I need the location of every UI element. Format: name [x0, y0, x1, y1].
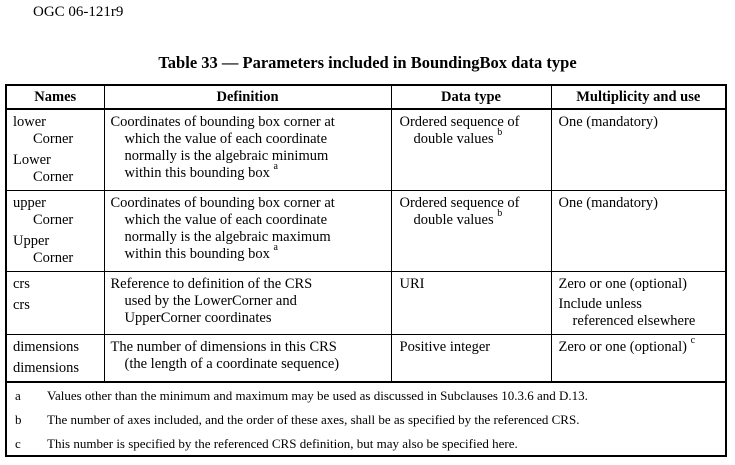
definition-text: normally is the algebraic minimum: [124, 148, 329, 164]
names-cell: [6, 109, 104, 191]
definition-text: Coordinates of bounding box corner at: [110, 114, 335, 130]
data-type-cell: [391, 191, 551, 272]
definition-text: (the length of a coordinate sequence): [124, 356, 340, 372]
multiplicity-cell: [551, 335, 726, 383]
footnote-row: [6, 382, 726, 407]
multiplicity-text: referenced elsewhere: [572, 313, 696, 329]
multiplicity-text: One (mandatory): [558, 114, 658, 130]
multiplicity-text: Zero or one (optional): [558, 276, 687, 292]
footnote-ref: a: [273, 161, 278, 173]
data-type-text: Ordered sequence of: [399, 195, 520, 211]
name-text: Corner: [33, 212, 74, 228]
table-row: [6, 109, 726, 191]
name-text: Corner: [33, 169, 74, 185]
definition-text: Coordinates of bounding box corner at: [110, 195, 335, 211]
name-text: lower: [13, 114, 47, 130]
definition-cell: [104, 109, 391, 191]
definition-text: normally is the algebraic maximum: [124, 229, 331, 245]
document-id: OGC 06-121r9: [33, 4, 124, 20]
data-type-cell: [391, 335, 551, 383]
footnote-mark: b: [15, 411, 22, 427]
data-type-cell: [391, 272, 551, 335]
footnote-ref: b: [497, 208, 503, 220]
definition-cell: [104, 191, 391, 272]
data-type-text: double values: [413, 212, 494, 228]
data-type-text: URI: [399, 276, 425, 292]
names-cell: [6, 272, 104, 335]
multiplicity-cell: [551, 109, 726, 191]
definition-text: Reference to definition of the CRS: [110, 276, 313, 292]
multiplicity-text: Zero or one (optional): [558, 339, 687, 355]
multiplicity-text: Include unless: [558, 296, 642, 312]
table-row: [6, 335, 726, 383]
header-multiplicity: Multiplicity and use: [551, 85, 726, 109]
data-type-text: Positive integer: [399, 339, 491, 355]
name-text: upper: [13, 195, 47, 211]
footnote-ref: b: [497, 127, 503, 139]
definition-text: used by the LowerCorner and: [124, 293, 297, 309]
header-names: Names: [6, 85, 104, 109]
name-text: Lower: [13, 152, 51, 168]
definition-text: which the value of each coordinate: [124, 131, 328, 147]
name-text: crs: [13, 276, 30, 292]
header-definition: Definition: [104, 85, 391, 109]
definition-cell: [104, 335, 391, 383]
parameters-table: [5, 84, 727, 457]
definition-text: UpperCorner coordinates: [124, 310, 272, 326]
name-text: Corner: [33, 250, 74, 266]
header-data-type: Data type: [391, 85, 551, 109]
footnote-text: The number of axes included, and the order of these axes, shall be as specified by the referenced CRS.: [47, 411, 580, 427]
definition-text: which the value of each coordinate: [124, 212, 328, 228]
data-type-text: double values: [413, 131, 494, 147]
footnote-row: [6, 431, 726, 456]
table-header-row: [6, 85, 726, 109]
footnote-mark: a: [15, 387, 21, 403]
multiplicity-cell: [551, 191, 726, 272]
multiplicity-text: One (mandatory): [558, 195, 658, 211]
data-type-text: Ordered sequence of: [399, 114, 520, 130]
name-text: crs: [13, 297, 30, 313]
definition-text: within this bounding box: [124, 246, 270, 262]
footnote-text: Values other than the minimum and maximum may be used as discussed in Subclauses 10.3.6 and D.13.: [47, 387, 588, 403]
footnote-ref: a: [273, 242, 278, 254]
names-cell: [6, 335, 104, 383]
table-row: [6, 272, 726, 335]
multiplicity-cell: [551, 272, 726, 335]
footnote-mark: c: [15, 435, 21, 451]
footnote-row: [6, 407, 726, 431]
table-row: [6, 191, 726, 272]
definition-text: The number of dimensions in this CRS: [110, 339, 337, 355]
name-text: dimensions: [13, 339, 80, 355]
data-type-cell: [391, 109, 551, 191]
footnote-ref: c: [690, 335, 696, 347]
definition-text: within this bounding box: [124, 165, 270, 181]
name-text: Corner: [33, 131, 74, 147]
footnote-text: This number is specified by the referenced CRS definition, but may also be specified here.: [47, 435, 518, 451]
name-text: dimensions: [13, 360, 80, 376]
definition-cell: [104, 272, 391, 335]
name-text: Upper: [13, 233, 50, 249]
table-title: Table 33 — Parameters included in BoundingBox data type: [158, 53, 577, 72]
names-cell: [6, 191, 104, 272]
